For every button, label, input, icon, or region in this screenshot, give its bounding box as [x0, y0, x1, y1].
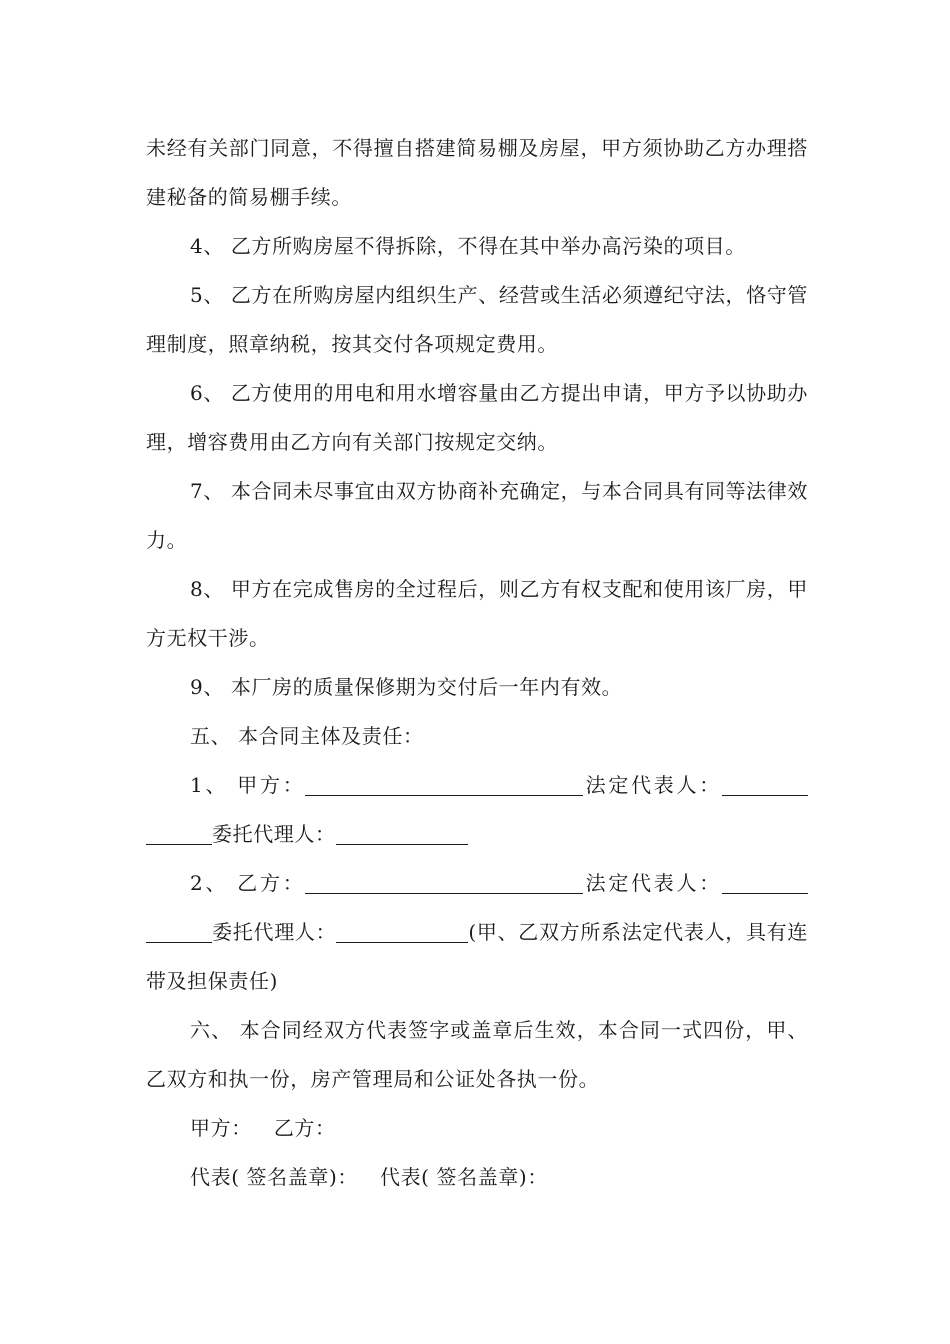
signature-rep-b: 代表( 签名盖章)：	[379, 1165, 548, 1189]
party-b-rep-blank-cont	[146, 920, 212, 943]
party-b-agent-blank	[336, 920, 468, 943]
party-a-rep-blank	[722, 773, 808, 796]
clause-5: 5、 乙方在所购房屋内组织生产、经营或生活必须遵纪守法，恪守管理制度，照章纳税，按其交付各项规定费用。	[146, 283, 808, 356]
party-a-agent-label: 委托代理人：	[212, 822, 336, 846]
party-b-number: 2、	[190, 871, 238, 895]
party-b-agent-label: 委托代理人：	[212, 920, 337, 944]
party-b-label: 乙方：	[237, 871, 306, 895]
signature-party-a: 甲方：	[190, 1116, 252, 1140]
party-a-rep-label: 法定代表人：	[583, 773, 722, 797]
clause-4: 4、 乙方所购房屋不得拆除，不得在其中举办高污染的项目。	[190, 234, 746, 258]
party-b-line	[146, 859, 808, 1006]
party-b-rep-blank	[722, 871, 808, 894]
party-a-agent-blank	[336, 822, 468, 845]
clause-8: 8、 甲方在完成售房的全过程后，则乙方有权支配和使用该厂房，甲方无权干涉。	[146, 577, 808, 650]
party-a-label: 甲方：	[237, 773, 306, 797]
party-b-liability-note: (甲、乙双方所系法定代表人，具有连带及担保责任)	[146, 920, 808, 993]
party-a-name-blank	[305, 773, 583, 796]
party-a-rep-blank-cont	[146, 822, 212, 845]
paragraph-continuation: 未经有关部门同意，不得擅自搭建简易棚及房屋，甲方须协助乙方办理搭建秘备的简易棚手续。	[146, 136, 808, 209]
party-a-line	[146, 761, 808, 859]
clause-7: 7、 本合同未尽事宜由双方协商补充确定，与本合同具有同等法律效力。	[146, 479, 808, 552]
section-6: 六、 本合同经双方代表签字或盖章后生效，本合同一式四份，甲、乙双方和执一份，房产管理局和公证处各执一份。	[146, 1018, 808, 1091]
section-5-heading: 五、 本合同主体及责任：	[190, 724, 424, 748]
party-b-rep-label: 法定代表人：	[583, 871, 722, 895]
party-b-name-blank	[305, 871, 583, 894]
clause-9: 9、 本厂房的质量保修期为交付后一年内有效。	[190, 675, 623, 699]
signature-party-b: 乙方：	[273, 1116, 336, 1140]
signature-representatives	[146, 1153, 808, 1202]
clause-6: 6、 乙方使用的用电和用水增容量由乙方提出申请，甲方予以协助办理，增容费用由乙方向有关部门按规定交纳。	[146, 381, 808, 454]
party-a-number: 1、	[190, 773, 238, 797]
signature-parties	[146, 1104, 808, 1153]
document-page	[146, 124, 808, 1202]
signature-rep-a: 代表( 签名盖章)：	[190, 1165, 358, 1189]
